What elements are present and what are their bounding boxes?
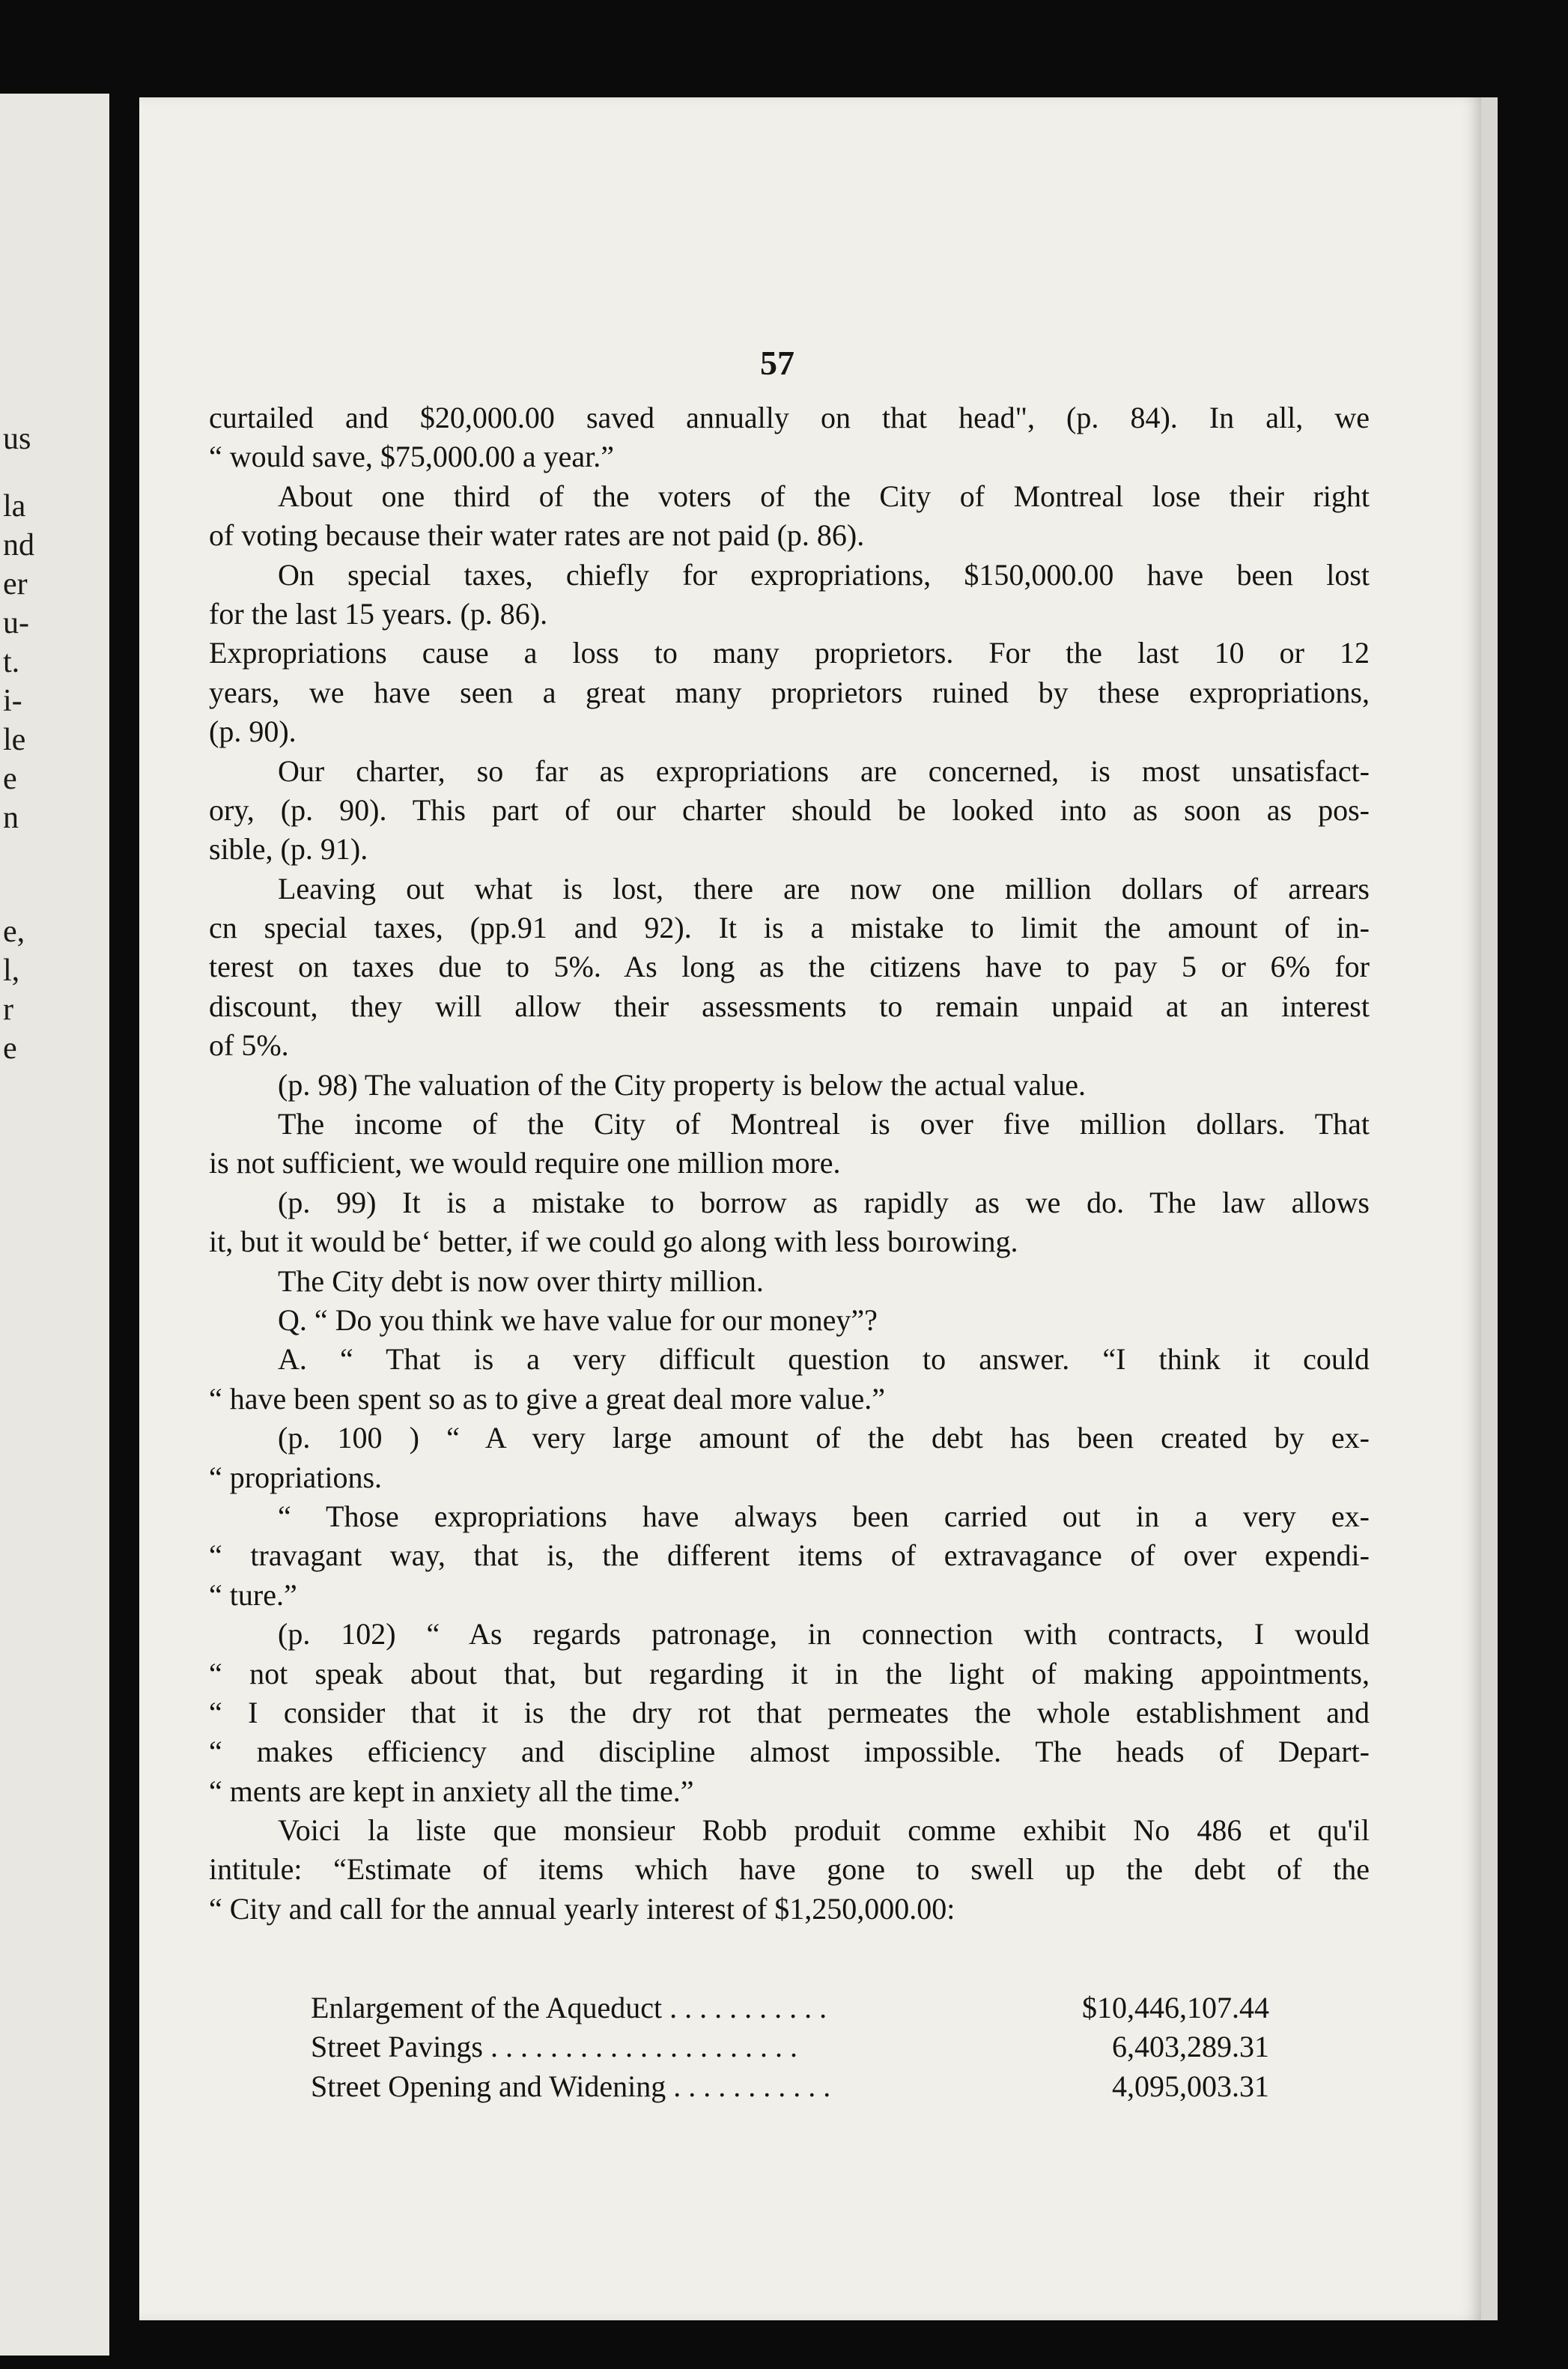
text-line: (p. 90). <box>209 715 297 749</box>
text-line: (p. 102) “ As regards patronage, in connection with contracts, I would <box>278 1617 1370 1651</box>
left-page-fragment: u- <box>3 606 29 640</box>
left-page-fragment: us <box>3 422 31 456</box>
table-row <box>311 2027 1269 2066</box>
text-line: “ makes efficiency and discipline almost impossible. The heads of Depart- <box>209 1735 1370 1769</box>
text-line: Expropriations cause a loss to many proprietors. For the last 10 or 12 <box>209 636 1370 670</box>
text-line: Leaving out what is lost, there are now one million dollars of arrears <box>278 871 1370 906</box>
left-page-fragment: er <box>3 567 28 601</box>
text-line: “ travagant way, that is, the different items of extravagance of over expendi- <box>209 1538 1370 1573</box>
text-line: ory, (p. 90). This part of our charter should be looked into as soon as pos- <box>209 792 1370 827</box>
debt-item-label: Street Pavings . . . . . . . . . . . . . . . . . . . . . <box>311 2030 797 2064</box>
left-page-fragment: l, <box>3 953 20 988</box>
text-line: sible, (p. 91). <box>209 832 368 867</box>
text-line: (p. 99) It is a mistake to borrow as rapidly as we do. The law allows <box>278 1185 1370 1219</box>
text-line: The City debt is now over thirty million. <box>278 1264 764 1298</box>
text-line: is not sufficient, we would require one million more. <box>209 1146 841 1180</box>
table-row <box>311 2067 1269 2106</box>
left-page-fragment: r <box>3 992 13 1027</box>
left-page-fragment: e <box>3 762 17 796</box>
text-line: “ not speak about that, but regarding it in the light of making appointments, <box>209 1656 1370 1690</box>
left-page-fragment: nd <box>3 528 34 562</box>
text-line: discount, they will allow their assessments to remain unpaid at an interest <box>209 989 1370 1023</box>
text-line: curtailed and $20,000.00 saved annually on that head", (p. 84). In all, we <box>209 401 1370 434</box>
left-page-fragment: t. <box>3 645 20 679</box>
text-line: intitule: “Estimate of items which have gone to swell up the debt of the <box>209 1852 1370 1887</box>
text-line: “ have been spent so as to give a great deal more value.” <box>209 1381 885 1416</box>
debt-items-table <box>311 1989 1269 2106</box>
text-line: Our charter, so far as expropriations are concerned, is most unsatisfact- <box>278 753 1370 788</box>
text-line: About one third of the voters of the City of Montreal lose their right <box>278 479 1370 513</box>
debt-item-label: Street Opening and Widening . . . . . . . . . . . <box>311 2069 831 2103</box>
text-line: Q. “ Do you think we have value for our money”? <box>278 1302 878 1337</box>
debt-item-amount: $10,446,107.44 <box>1082 1991 1269 2024</box>
left-page-fragment: n <box>3 801 19 835</box>
text-line: “ ture.” <box>209 1577 297 1612</box>
text-line: “ ments are kept in anxiety all the time.” <box>209 1774 694 1808</box>
text-line: Voici la liste que monsieur Robb produit comme exhibit No 486 et qu'il <box>278 1813 1370 1848</box>
text-line: years, we have seen a great many proprietors ruined by these expropriations, <box>209 675 1370 709</box>
debt-item-amount: 4,095,003.31 <box>1112 2069 1269 2103</box>
left-page-fragment: le <box>3 723 26 757</box>
body-text <box>209 398 1370 1929</box>
left-page-fragment: la <box>3 489 26 524</box>
text-line: The income of the City of Montreal is over five million dollars. That <box>278 1107 1370 1141</box>
text-line: On special taxes, chiefly for expropriations, $150,000.00 have been lost <box>278 557 1370 592</box>
page-number: 57 <box>760 344 794 382</box>
text-line: terest on taxes due to 5%. As long as the citizens have to pay 5 or 6% for <box>209 950 1370 984</box>
text-line: A. “ That is a very difficult question to answer. “I think it could <box>278 1342 1370 1377</box>
debt-item-amount: 6,403,289.31 <box>1112 2030 1269 2064</box>
text-line: “ I consider that it is the dry rot that permeates the whole establishment and <box>209 1695 1370 1729</box>
left-page-fragment: e, <box>3 914 25 949</box>
table-row <box>311 1989 1269 2027</box>
text-line: “ Those expropriations have always been carried out in a very ex- <box>278 1499 1370 1533</box>
text-line: of voting because their water rates are not paid (p. 86). <box>209 518 865 553</box>
text-line: “ City and call for the annual yearly interest of $1,250,000.00: <box>209 1891 955 1926</box>
text-line: for the last 15 years. (p. 86). <box>209 596 548 631</box>
text-line: it, but it would be‘ better, if we could go along with less boırowing. <box>209 1225 1018 1259</box>
text-line: (p. 100 ) “ A very large amount of the debt has been created by ex- <box>278 1421 1370 1455</box>
left-page-fragment: i- <box>3 684 22 718</box>
page-edge <box>1481 97 1498 2320</box>
text-line: “ propriations. <box>209 1460 383 1494</box>
text-line: of 5%. <box>209 1028 289 1063</box>
left-page-edge <box>0 94 109 2356</box>
left-page-fragment: e <box>3 1031 17 1066</box>
text-line: cn special taxes, (pp.91 and 92). It is a mistake to limit the amount of in- <box>209 911 1370 945</box>
text-line: “ would save, $75,000.00 a year.” <box>209 440 614 474</box>
text-line: (p. 98) The valuation of the City property is below the actual value. <box>278 1067 1086 1102</box>
debt-item-label: Enlargement of the Aqueduct . . . . . . . . . . . <box>311 1991 827 2024</box>
